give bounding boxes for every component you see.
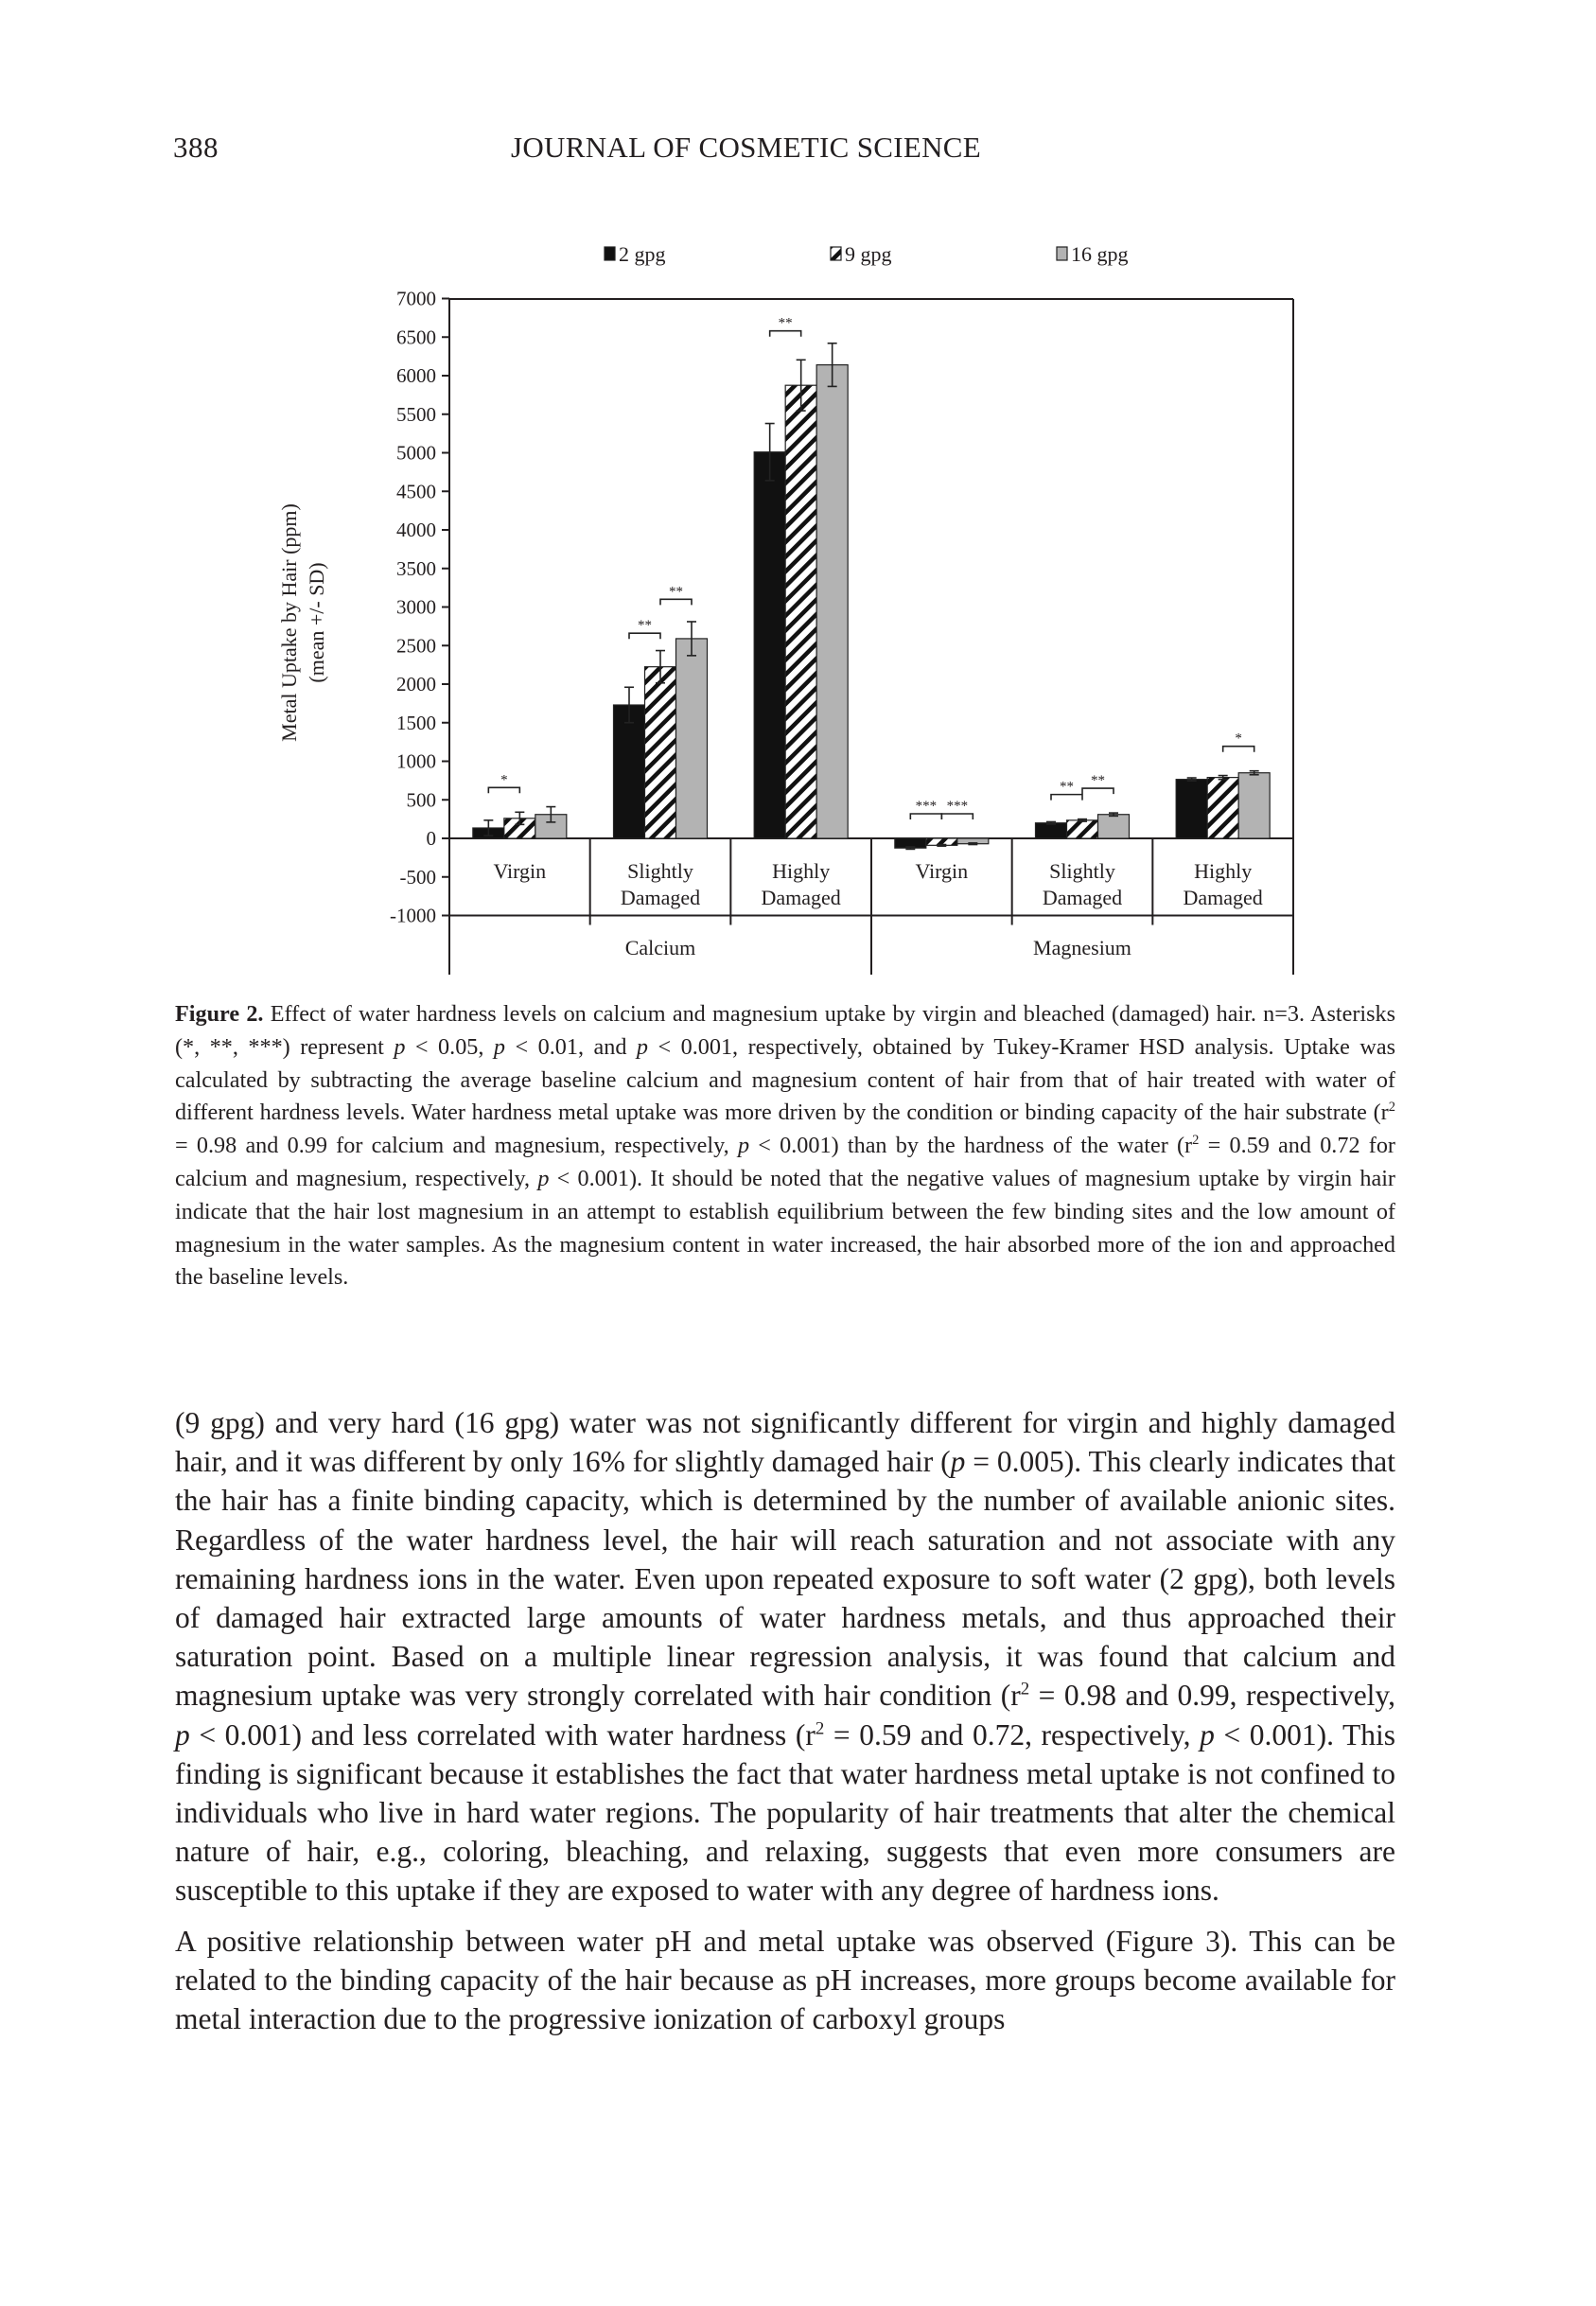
page-number: 388 (173, 131, 219, 164)
y-tick-label: 0 (426, 827, 436, 850)
body-text (175, 1403, 1395, 2038)
significance-bracket (1223, 747, 1254, 752)
bar (785, 385, 816, 838)
significance-bracket (941, 814, 973, 819)
significance-mark: *** (946, 799, 969, 814)
legend-swatch (605, 247, 615, 260)
y-tick-label: 5500 (396, 402, 436, 426)
legend-label: 2 gpg (619, 242, 666, 266)
category-label: Damaged (1183, 886, 1263, 909)
y-axis-label (277, 503, 328, 742)
y-tick-label: 1000 (396, 749, 436, 773)
y-tick-label: 6500 (396, 326, 436, 349)
figure-label: Figure 2. (175, 1001, 264, 1027)
legend-swatch (831, 247, 841, 260)
y-axis-label-line-1: Metal Uptake by Hair (ppm) (277, 503, 301, 742)
significance-mark: ** (778, 315, 793, 331)
significance-mark: ** (1060, 779, 1074, 795)
significance-bracket (1051, 795, 1082, 801)
significance-mark: * (500, 772, 508, 788)
x-axis-category-labels (493, 859, 1262, 959)
category-label: Damaged (620, 886, 701, 909)
bar (645, 667, 676, 838)
metal-group-label: Calcium (624, 936, 696, 959)
category-label: Slightly (1049, 859, 1115, 883)
bar (1207, 778, 1238, 838)
significance-bracket (488, 787, 519, 793)
y-tick-label: 2000 (396, 673, 436, 695)
chart-legend (605, 242, 1129, 266)
chart-bars (473, 343, 1270, 850)
y-tick-label: 4500 (396, 480, 436, 503)
significance-bracket (910, 814, 941, 819)
caption-text: Effect of water hardness levels on calcium and magnesium uptake by virgin and bleached (damaged) hair. n=3. Asterisks (*, **, ***) represent p < 0.05, p < 0.01, and p < 0.001, respectively, obtained by Tukey-Kramer HSD analysis. Uptake was calculated by subtracting the average baseline calcium and magnesium content of hair from that of hair treated with water of different hardness levels. Water hardness metal uptake was more driven by the condition or binding capacity of the hair substrate ($r^2 = 0.98$ and 0.99 for calcium and magnesium, respectively, p < 0.001) than by the hardness of the water ($r^2 = 0.59$ and 0.72 for calcium and magnesium, respectively, p < 0.001). It should be noted that the negative values of magnesium uptake by virgin hair indicate that the hair lost magnesium in an attempt to establish equilibrium between the few binding sites and the low amount of magnesium in the water samples. As the magnesium content in water increased, the hair absorbed more of the ion and approached the baseline levels. (175, 1001, 1396, 1291)
y-tick-label: 3000 (396, 595, 436, 619)
significance-bracket (629, 633, 660, 639)
metal-group-label: Magnesium (1033, 936, 1131, 959)
significance-bracket (1082, 788, 1114, 794)
bar (614, 705, 645, 838)
category-label: Virgin (493, 859, 547, 883)
paragraph-1: (9 gpg) and very hard (16 gpg) water was not significantly different for virgin and highly damaged hair, and it was different by only 16% for slightly damaged hair (p = 0.005). This clearly indicates that the hair has a finite binding capacity, which is determined by the number of available anionic sites. Regardless of the water hardness level, the hair will reach saturation and not associate with any remaining hardness ions in the water. Even upon repeated exposure to soft water (2 gpg), both levels of damaged hair extracted large amounts of water hardness metals, and thus approached their saturation point. Based on a multiple linear regression analysis, it was found that calcium and magnesium uptake was very strongly correlated with hair condition ($r^2 = 0.98$ and 0.99, respectively, p < 0.001) and less correlated with water hardness ($r^2 = 0.59$ and 0.72, respectively, p < 0.001). This finding is significant because it establishes the fact that water hardness metal uptake is not confined to individuals who live in hard water regions. The popularity of hair treatments that alter the chemical nature of hair, e.g., coloring, bleaching, and relaxing, suggests that even more consumers are susceptible to this uptake if they are exposed to water with any degree of hardness ions. (175, 1406, 1396, 1908)
significance-brackets (488, 316, 1254, 819)
category-label: Damaged (1042, 886, 1123, 909)
y-tick-label: 6000 (396, 364, 436, 387)
bar (1067, 820, 1098, 838)
significance-mark: ** (1091, 773, 1105, 789)
bar (1238, 773, 1270, 838)
y-tick-label: 3500 (396, 556, 436, 580)
significance-bracket (660, 599, 692, 605)
y-tick-label: 4000 (396, 519, 436, 541)
y-tick-label: 5000 (396, 441, 436, 465)
bar (816, 365, 848, 838)
category-label: Damaged (761, 886, 841, 909)
y-tick-label: 1500 (396, 711, 436, 734)
paragraph-2: A positive relationship between water pH and metal uptake was observed (Figure 3). This can be related to the binding capacity of the hair because as pH increases, more groups become available for metal interaction due to the progressive ionization of carboxyl groups (175, 1924, 1395, 2036)
category-label: Slightly (627, 859, 693, 883)
bar (676, 639, 708, 838)
figure-caption (175, 998, 1395, 1294)
significance-mark: ** (638, 618, 652, 634)
bar (1036, 823, 1067, 838)
bar (1098, 815, 1130, 838)
y-tick-label: 500 (406, 788, 436, 812)
y-tick-label: -500 (399, 865, 436, 889)
y-tick-label: -1000 (390, 904, 436, 927)
bar (754, 452, 785, 838)
bar (1176, 780, 1207, 838)
y-tick-label: 7000 (396, 287, 436, 310)
category-label: Highly (772, 859, 831, 883)
y-axis-label-line-2: (mean +/- SD) (305, 562, 328, 683)
legend-label: 16 gpg (1071, 242, 1129, 266)
category-label: Virgin (915, 859, 969, 883)
running-head-journal-title: JOURNAL OF COSMETIC SCIENCE (511, 131, 981, 164)
significance-mark: * (1235, 731, 1242, 747)
category-label: Highly (1194, 859, 1253, 883)
legend-swatch (1057, 247, 1067, 260)
legend-label: 9 gpg (845, 242, 892, 266)
significance-mark: ** (669, 584, 683, 600)
significance-bracket (770, 331, 801, 337)
bar-chart-figure-2 (0, 0, 1596, 994)
significance-mark: *** (915, 799, 938, 814)
y-tick-label: 2500 (396, 634, 436, 658)
